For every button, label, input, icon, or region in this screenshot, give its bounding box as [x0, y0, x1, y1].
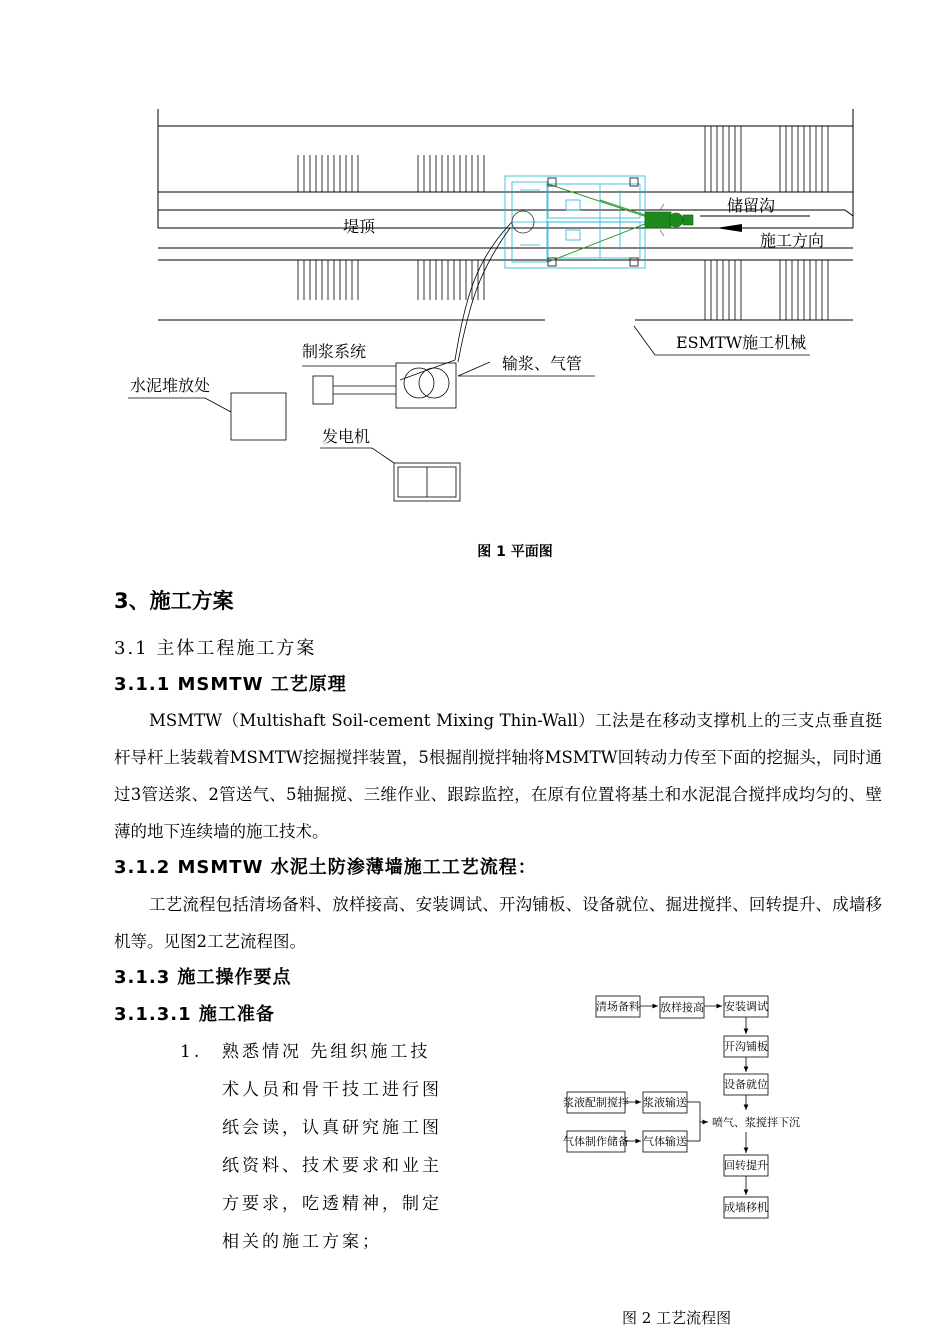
label-slurry-system: 制浆系统 — [302, 342, 367, 361]
section-3-1-heading: 3.1 主体工程施工方案 — [114, 638, 317, 659]
box-label: 清场备料 — [596, 1000, 640, 1013]
section-3-1-1-heading: 3.1.1 MSMTW 工艺原理 — [114, 674, 347, 695]
box-label: 成墙移机 — [724, 1201, 768, 1214]
machine-drawing — [505, 176, 693, 268]
section-3-1-2-heading: 3.1.2 MSMTW 水泥土防渗薄墙施工工艺流程： — [114, 857, 537, 878]
figure-1-caption: 图 1 平面图 — [477, 544, 553, 560]
list-line: 方要求，吃透精神，制定 — [222, 1194, 442, 1214]
label-diding: 堤顶 — [343, 217, 376, 236]
section-3-1-1-body: MSMTW（Multishaft Soil-cement Mixing Thin-Wall）工法是在移动支撑机上的三支点垂直挺杆导杆上装载着MSMTW挖掘搅拌装置，5根掘削搅拌轴将MSMTW回转动力传至下面的挖掘头，同时通过3管送浆、2管送气、5轴掘搅、三维作业、跟踪监控，在原有位置将基土和水泥混合搅拌成均匀的、壁薄的地下连续墙的施工技术。 — [114, 711, 882, 841]
box-label-penqi: 喷气、浆搅拌下沉 — [712, 1116, 800, 1129]
direction-arrow-icon — [716, 224, 742, 232]
section-3-1-2-body: 工艺流程包括清场备料、放样接高、安装调试、开沟铺板、设备就位、掘进搅拌、回转提升、成墙移机等。见图2工艺流程图。 — [114, 895, 882, 951]
label-pipes: 输浆、气管 — [502, 354, 583, 373]
figure-2-flowchart — [0, 980, 950, 1230]
box-label: 回转提升 — [724, 1159, 768, 1172]
box-label: 安装调试 — [724, 1000, 768, 1013]
box-label: 放样接高 — [660, 1001, 704, 1014]
list-line: 熟悉情况 先组织施工技 — [222, 1042, 431, 1062]
box-label: 气体制作储备 — [563, 1135, 629, 1148]
label-direction: 施工方向 — [760, 231, 825, 250]
label-cement: 水泥堆放处 — [130, 376, 211, 395]
section-3-heading: 3、施工方案 — [114, 589, 234, 613]
figure-1-plan-drawing — [0, 0, 950, 520]
section-3-1-3-heading: 3.1.3 施工操作要点 — [114, 967, 292, 988]
list-line: 术人员和骨干技工进行图 — [222, 1080, 442, 1100]
label-generator: 发电机 — [322, 427, 371, 446]
section-3-1-3-1-heading: 3.1.3.1 施工准备 — [114, 1004, 275, 1025]
figure-2-caption: 图 2 工艺流程图 — [622, 1309, 732, 1327]
box-label: 浆液输送 — [643, 1096, 687, 1109]
box-label: 气体输送 — [643, 1135, 687, 1148]
list-line: 纸会读，认真研究施工图 — [222, 1118, 442, 1138]
list-line: 相关的施工方案； — [222, 1232, 382, 1252]
list-item-number: 1. — [180, 1042, 203, 1062]
box-label: 设备就位 — [724, 1078, 768, 1091]
box-label: 开沟铺板 — [724, 1040, 768, 1053]
box-label: 浆液配制搅拌 — [563, 1096, 629, 1109]
label-chuliugou: 储留沟 — [727, 196, 776, 215]
list-line: 纸资料、技术要求和业主 — [222, 1156, 442, 1176]
label-machine: ESMTW施工机械 — [676, 333, 807, 352]
